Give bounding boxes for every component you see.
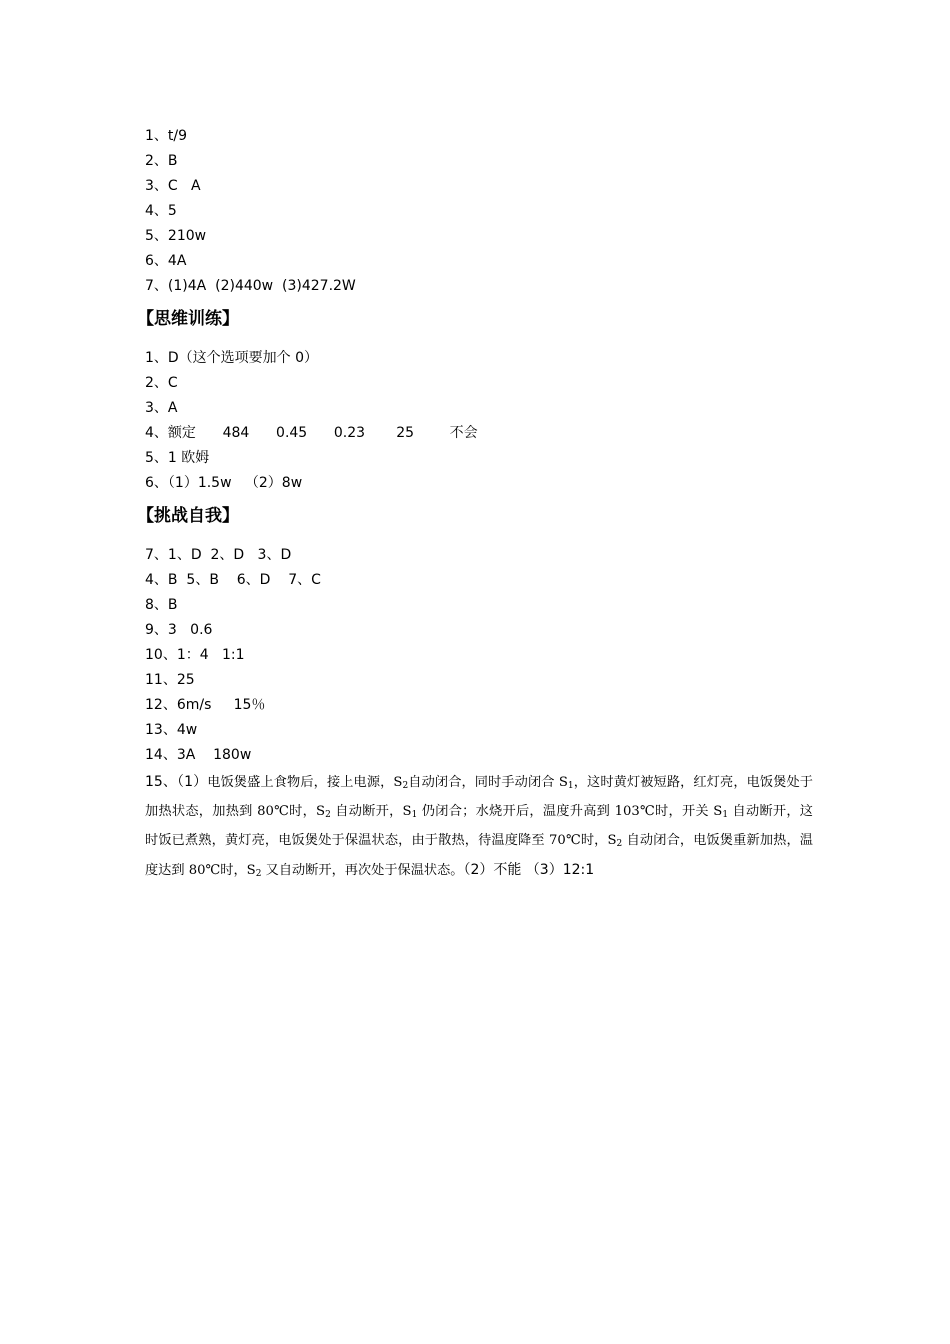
subscript: 1 [567,781,574,791]
answer-line: 1、t/9 [145,128,188,144]
text-run: 电饭煲盛上食物后，接上电源，S [207,775,403,790]
text-run: 自动闭合，电饭煲重新加热，温度达到 80℃时，S [145,833,813,878]
section-heading-challenge-yourself: 【挑战自我】 [137,506,239,526]
answer-15-parts-2-3: （2）不能 （3）12:1 [463,862,595,878]
answers-section-1 [145,124,815,299]
answer-line: 6、4A [145,253,187,269]
answer-line: 3、A [145,400,178,416]
answer-line: 5、1 欧姆 [145,450,210,466]
answer-line: 4、额定 484 0.45 0.23 25 不会 [145,425,478,441]
subscript: 2 [255,869,262,879]
text-run: ，这时黄灯被短路，红灯亮，电饭煲处于加热状态，加热到 80℃时，S [145,775,813,819]
answers-section-2 [145,346,815,496]
text-run: 自动断开，这时饭已煮熟，黄灯亮，电饭煲处于保温状态，由于散热，待温度降至 70℃时，S [145,804,813,848]
subscript: 2 [616,839,623,849]
answer-line: 7、1、D 2、D 3、D [145,547,292,563]
answer-line: 11、25 [145,672,195,688]
answer-line: 14、3A 180w [145,747,252,763]
subscript: 1 [722,810,729,820]
answer-line: 2、C [145,375,178,391]
text-run: 仍闭合；水烧开后，温度升高到 103℃时，开关 S [417,804,723,819]
answers-section-3 [145,543,815,887]
subscript: 1 [411,810,418,820]
text-run: 又自动断开，再次处于保温状态。 [261,863,464,878]
answer-line: 2、B [145,153,178,169]
answer-line: 4、5 [145,203,177,219]
answer-line: 4、B 5、B 6、D 7、C [145,572,321,588]
answer-15-paragraph [145,769,813,887]
answer-content [137,124,815,887]
answer-line: 1、D（这个选项要加个 0） [145,350,319,366]
subscript: 2 [402,781,409,791]
answer-15-prefix: 15、（1） [145,774,208,790]
text-run: 自动断开，S [330,804,412,819]
answer-line: 5、210w [145,228,207,244]
answer-line: 9、3 0.6 [145,622,213,638]
section-heading-thinking-training: 【思维训练】 [137,309,239,329]
answer-line: 3、C A [145,178,201,194]
answer-line: 10、1：4 1:1 [145,647,245,663]
answer-line: 6、（1）1.5w （2）8w [145,475,303,491]
subscript: 2 [325,810,331,820]
answer-line: 8、B [145,597,178,613]
answer-line: 12、6m/s 15％ [145,697,266,713]
text-run: 自动闭合，同时手动闭合 S [408,775,568,790]
answer-line: 13、4w [145,722,198,738]
answer-line: 7、(1)4A (2)440w (3)427.2W [145,278,356,294]
